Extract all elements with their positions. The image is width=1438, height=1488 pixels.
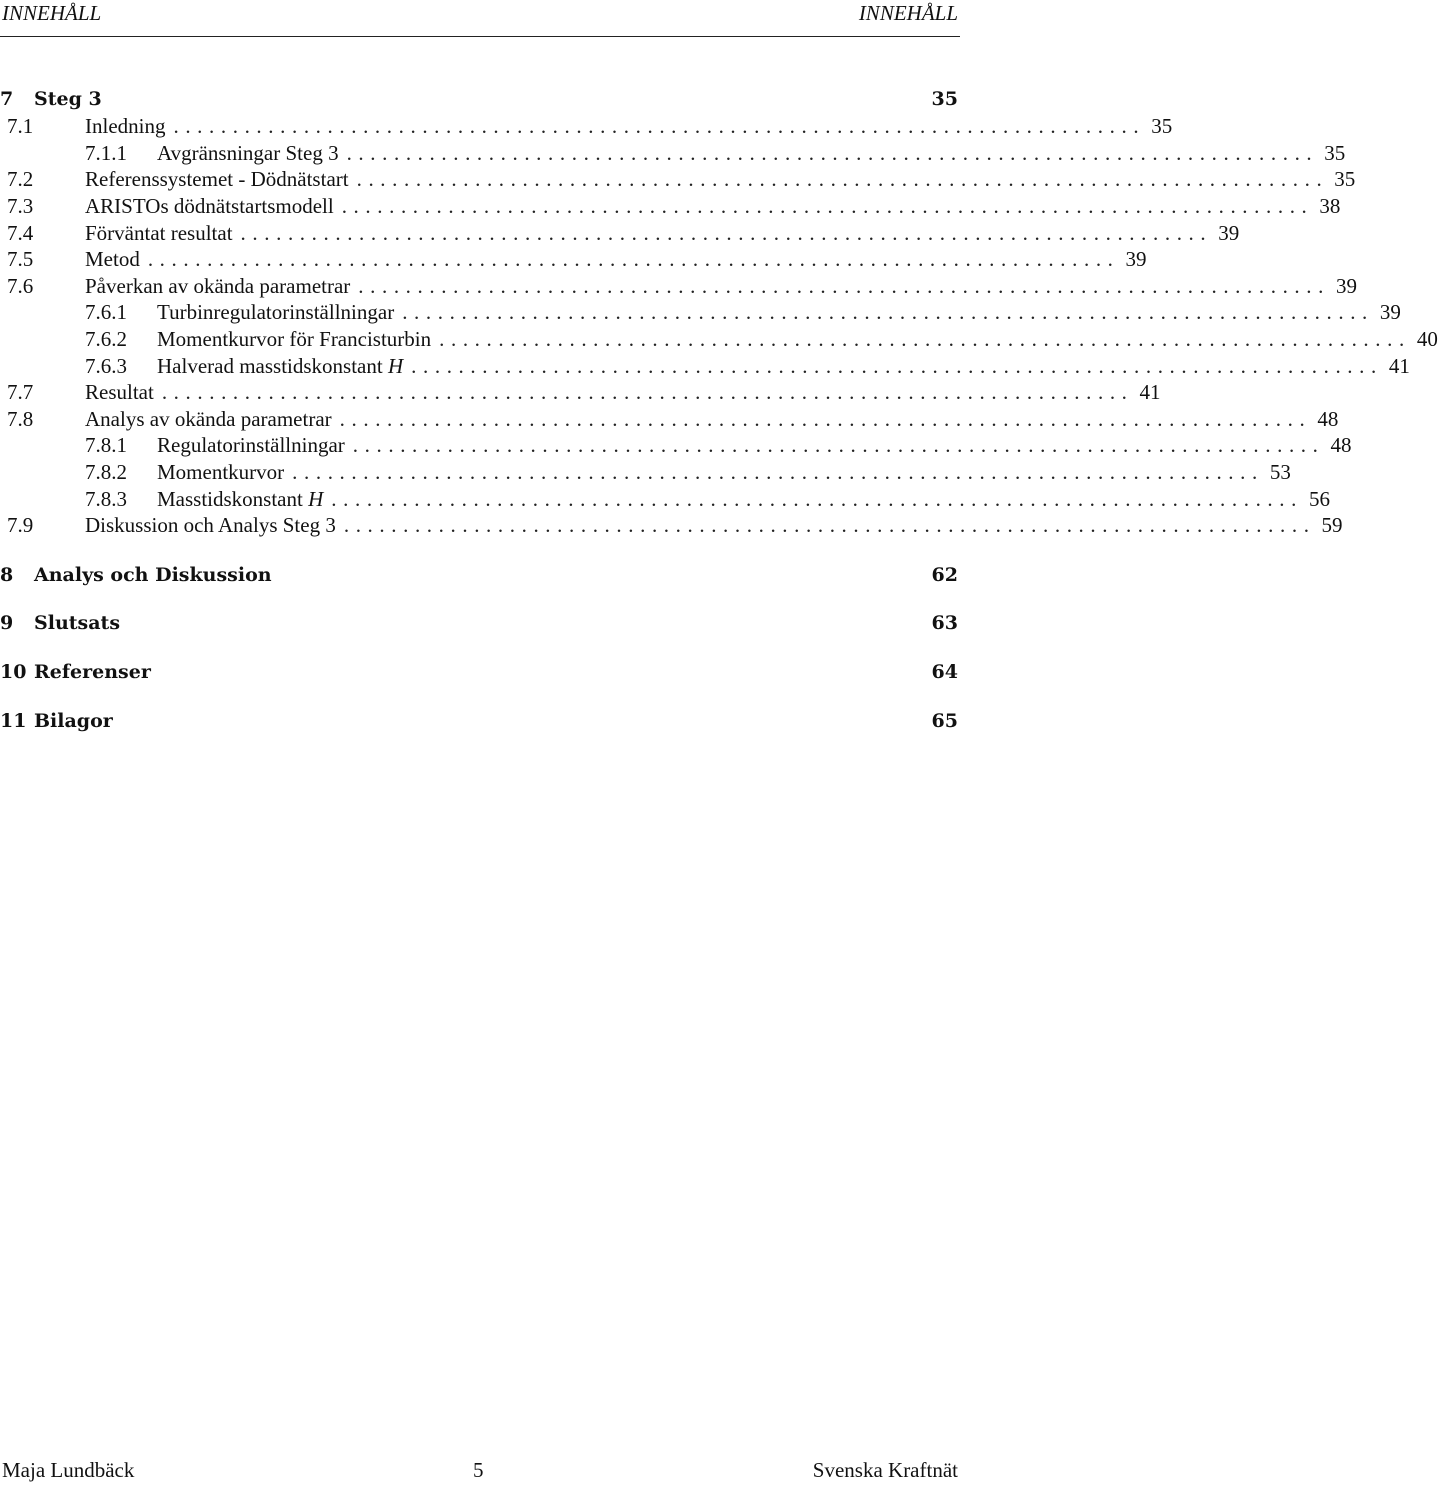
- toc-title: Masstidskonstant H: [157, 487, 324, 511]
- toc-title: Referenser: [34, 661, 151, 683]
- toc-title: Halverad masstidskonstant H: [157, 354, 404, 378]
- dot-leader: ..................................................................................: [439, 327, 1411, 351]
- dot-leader: ..................................................................................: [402, 300, 1374, 324]
- toc-entry-7-2[interactable]: [0, 166, 1356, 192]
- toc-title: Bilagor: [34, 710, 113, 732]
- variable-H: H: [308, 487, 324, 511]
- toc-number: 7.8: [7, 407, 34, 431]
- toc-chapter-8[interactable]: [0, 562, 958, 588]
- toc-page: 40: [1416, 327, 1438, 351]
- toc-page: 65: [931, 710, 958, 732]
- toc-title: Diskussion och Analys Steg 3: [85, 513, 336, 537]
- toc-number: 8: [0, 564, 14, 586]
- toc-page: 39: [1125, 247, 1147, 271]
- dot-leader: ..................................................................................: [331, 487, 1303, 511]
- footer-page-number: 5: [473, 1458, 484, 1482]
- toc-entry-7-1[interactable]: [0, 113, 1173, 139]
- toc-title: Referenssystemet - Dödnätstart: [85, 167, 349, 191]
- toc-title: Momentkurvor för Francisturbin: [157, 327, 432, 351]
- toc-title: Analys och Diskussion: [34, 564, 272, 586]
- toc-page: 48: [1330, 433, 1352, 457]
- toc-chapter-11[interactable]: [0, 708, 958, 734]
- toc-title: Slutsats: [34, 612, 121, 634]
- toc-title: Påverkan av okända parametrar: [85, 274, 351, 298]
- dot-leader: ..................................................................................: [240, 221, 1213, 245]
- toc-title: Turbinregulatorinställningar: [157, 300, 395, 324]
- footer-organization: Svenska Kraftnät: [812, 1458, 958, 1482]
- toc-entry-7-9[interactable]: [0, 512, 1343, 538]
- toc-entry-7-6[interactable]: [0, 273, 1357, 299]
- toc-page: 39: [1335, 274, 1357, 298]
- toc-entry-7-7[interactable]: [0, 379, 1161, 405]
- toc-chapter-7[interactable]: [0, 86, 958, 112]
- toc-number: 7.9: [7, 513, 34, 537]
- toc-number: 7.2: [7, 167, 34, 191]
- toc-number: 9: [0, 612, 14, 634]
- toc-chapter-9[interactable]: [0, 610, 958, 636]
- header-right-title: INNEHÅLL: [858, 1, 958, 25]
- toc-page: 53: [1269, 460, 1291, 484]
- toc-page: 59: [1321, 513, 1343, 537]
- toc-title: Metod: [85, 247, 140, 271]
- toc-title: Regulatorinställningar: [157, 433, 345, 457]
- toc-page: 38: [1319, 194, 1341, 218]
- toc-number: 10: [0, 661, 27, 683]
- toc-number: 7.3: [7, 194, 34, 218]
- footer-author: Maja Lundbäck: [2, 1458, 135, 1482]
- dot-leader: ..................................................................................: [292, 460, 1264, 484]
- toc-number: 7.7: [7, 380, 34, 404]
- toc-entry-7-3[interactable]: [0, 193, 1341, 219]
- toc-page: 62: [931, 564, 958, 586]
- header-left-title: INNEHÅLL: [2, 1, 102, 25]
- toc-number: 7.6.3: [85, 354, 127, 378]
- toc-page: 35: [931, 88, 958, 110]
- toc-page: 56: [1308, 487, 1330, 511]
- toc-chapter-10[interactable]: [0, 659, 958, 685]
- toc-page: 48: [1317, 407, 1339, 431]
- toc-entry-7-6-2[interactable]: [0, 326, 1438, 352]
- toc-page: 35: [1334, 167, 1356, 191]
- toc-page: 64: [931, 661, 958, 683]
- dot-leader: ..................................................................................: [411, 354, 1383, 378]
- toc-title: Momentkurvor: [157, 460, 285, 484]
- toc-page: 41: [1139, 380, 1161, 404]
- toc-number: 7.6.2: [85, 327, 127, 351]
- toc-entry-7-6-1[interactable]: [0, 299, 1401, 325]
- toc-page: 35: [1151, 114, 1173, 138]
- dot-leader: ..................................................................................: [161, 380, 1134, 404]
- toc-entry-7-6-3[interactable]: [0, 353, 1410, 379]
- dot-leader: ..................................................................................: [346, 141, 1319, 165]
- toc-title: Resultat: [85, 380, 154, 404]
- toc-title: Analys av okända parametrar: [85, 407, 332, 431]
- toc-number: 7.8.2: [85, 460, 127, 484]
- toc-number: 7.1.1: [85, 141, 127, 165]
- dot-leader: ..................................................................................: [341, 194, 1314, 218]
- toc-page: 35: [1324, 141, 1346, 165]
- toc-page: 63: [931, 612, 958, 634]
- dot-leader: ..................................................................................: [352, 433, 1325, 457]
- toc-title: ARISTOs dödnätstartsmodell: [85, 194, 334, 218]
- dot-leader: ..................................................................................: [356, 167, 1329, 191]
- toc-entry-7-5[interactable]: [0, 246, 1147, 272]
- toc-page: 41: [1388, 354, 1410, 378]
- toc-entry-7-4[interactable]: [0, 220, 1240, 246]
- toc-page: 39: [1379, 300, 1401, 324]
- dot-leader: ..................................................................................: [173, 114, 1146, 138]
- toc-number: 7.6: [7, 274, 34, 298]
- toc-number: 7.8.3: [85, 487, 127, 511]
- toc-number: 7: [0, 88, 14, 110]
- dot-leader: ..................................................................................: [339, 407, 1312, 431]
- toc-entry-7-8[interactable]: [0, 406, 1339, 432]
- toc-title: Avgränsningar Steg 3: [157, 141, 339, 165]
- page-footer: [0, 1458, 960, 1488]
- toc-title: Förväntat resultat: [85, 221, 233, 245]
- toc-number: 7.1: [7, 114, 34, 138]
- toc-title: Inledning: [85, 114, 166, 138]
- toc-page: 39: [1218, 221, 1240, 245]
- toc-number: 7.8.1: [85, 433, 127, 457]
- dot-leader: ..................................................................................: [358, 274, 1330, 298]
- toc-entry-7-8-1[interactable]: [0, 432, 1352, 458]
- toc-number: 11: [0, 710, 27, 732]
- toc-entry-7-8-3[interactable]: [0, 486, 1330, 512]
- toc-number: 7.4: [7, 221, 34, 245]
- running-header: [0, 0, 960, 37]
- toc-entry-7-8-2[interactable]: [0, 459, 1291, 485]
- dot-leader: ..................................................................................: [343, 513, 1316, 537]
- variable-H: H: [387, 354, 404, 378]
- toc-entry-7-1-1[interactable]: [0, 140, 1346, 166]
- dot-leader: ..................................................................................: [147, 247, 1120, 271]
- toc-number: 7.6.1: [85, 300, 127, 324]
- toc-title: Steg 3: [34, 88, 102, 110]
- toc-number: 7.5: [7, 247, 34, 271]
